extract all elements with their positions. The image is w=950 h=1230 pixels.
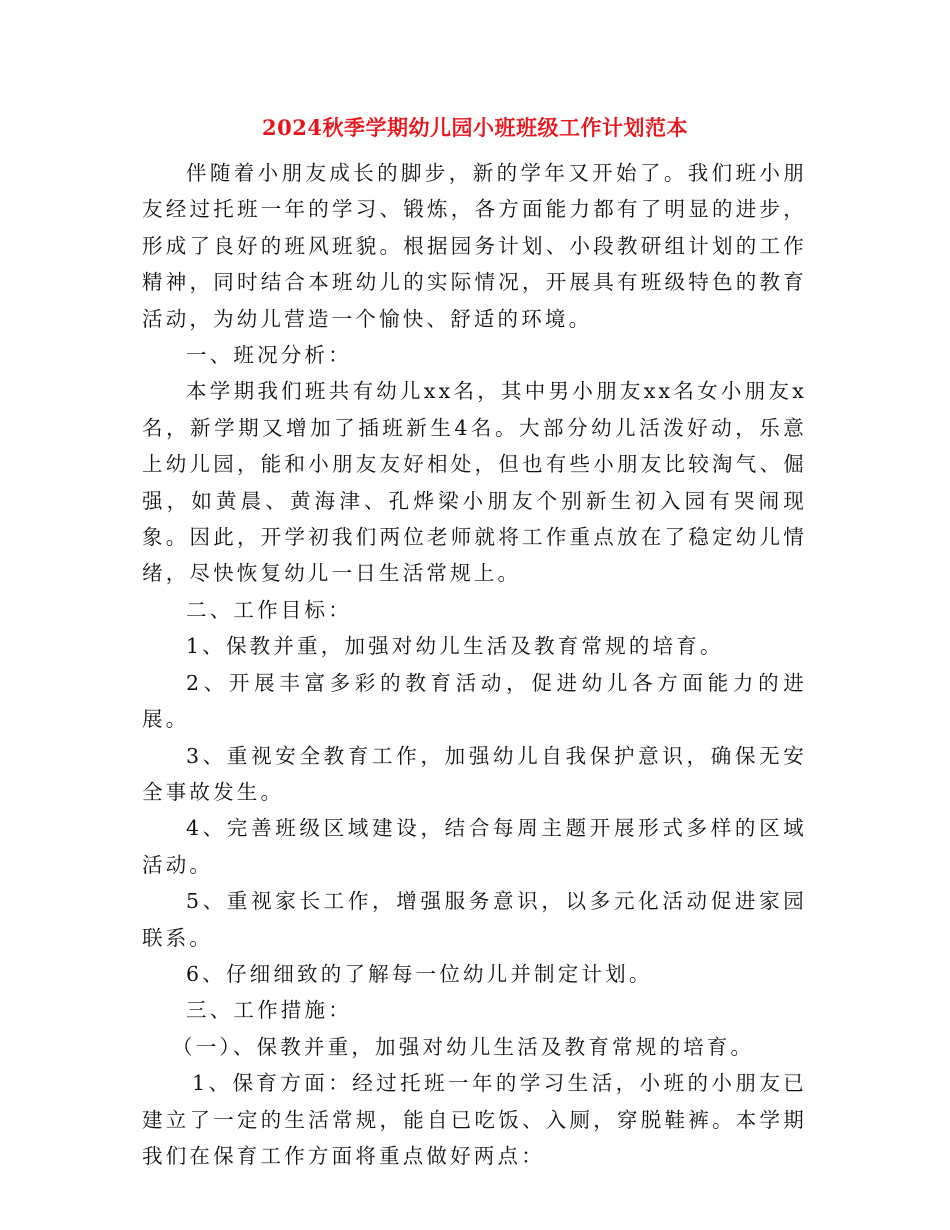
goal-item-2: 2、开展丰富多彩的教育活动，促进幼儿各方面能力的进展。	[142, 670, 807, 732]
goal-item-5: 5、重视家长工作，增强服务意识，以多元化活动促进家园联系。	[142, 889, 807, 950]
document-title: 2024秋季学期幼儿园小班班级工作计划范本	[262, 115, 688, 140]
section-heading-work-measures: 三、工作措施：	[186, 998, 352, 1023]
measure-paragraph-1: 1、保育方面：经过托班一年的学习生活，小班的小朋友已建立了一定的生活常规，能自已吃饭、入厕，穿脱鞋裤。本学期我们在保育工作方面将重点做好两点：	[142, 1071, 807, 1168]
section-heading-work-goals: 二、工作目标：	[186, 597, 352, 622]
document-body	[142, 155, 807, 1174]
goal-item-3: 3、重视安全教育工作，加强幼儿自我保护意识，确保无安全事故发生。	[142, 743, 807, 804]
class-analysis-paragraph: 本学期我们班共有幼儿xx名，其中男小朋友xx名女小朋友x名，新学期又增加了插班新生4名。大部分幼儿活泼好动，乐意上幼儿园，能和小朋友友好相处，但也有些小朋友比较淘气、倔强，如黄晨、黄海津、孔烨梁小朋友个别新生初入园有哭闹现象。因此，开学初我们两位老师就将工作重点放在了稳定幼儿情绪，尽快恢复幼儿一日生活常规上。	[142, 379, 807, 586]
subsection-heading-1: （一）、保教并重，加强对幼儿生活及教育常规的培育。	[172, 1034, 755, 1059]
intro-paragraph: 伴随着小朋友成长的脚步，新的学年又开始了。我们班小朋友经过托班一年的学习、锻炼，各方面能力都有了明显的进步，形成了良好的班风班貌。根据园务计划、小段教研组计划的工作精神，同时结合本班幼儿的实际情况，开展具有班级特色的教育活动，为幼儿营造一个愉快、舒适的环境。	[142, 161, 807, 331]
section-heading-class-analysis: 一、班况分析：	[186, 343, 352, 368]
goal-item-4: 4、完善班级区域建设，结合每周主题开展形式多样的区域活动。	[142, 816, 807, 877]
goal-item-6: 6、仔细细致的了解每一位幼儿并制定计划。	[186, 961, 653, 986]
goal-item-1: 1、保教并重，加强对幼儿生活及教育常规的培育。	[186, 634, 724, 659]
